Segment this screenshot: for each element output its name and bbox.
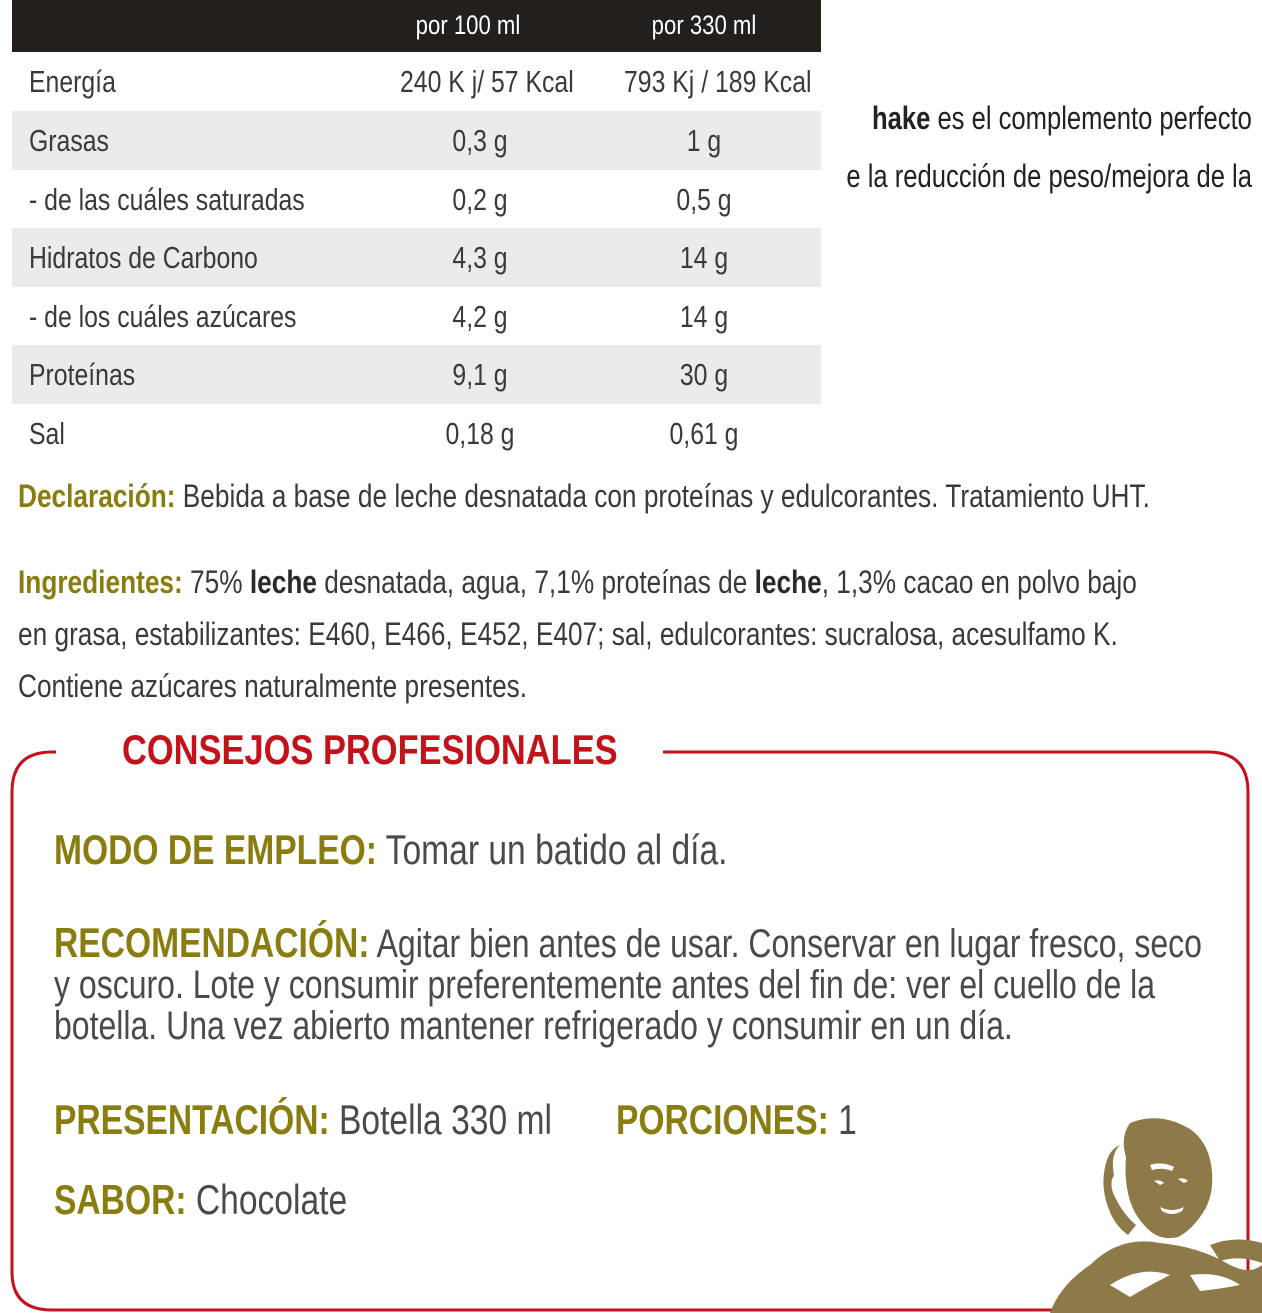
row-value-100ml: 0,3 g: [452, 123, 508, 158]
row-value-330ml: 793 Kj / 189 Kcal: [624, 64, 812, 99]
porciones: [616, 1096, 857, 1144]
sabor: [54, 1176, 347, 1224]
row-value-330ml: 1 g: [686, 123, 722, 158]
modo-empleo-text: Tomar un batido al día.: [376, 826, 728, 873]
row-label: Energía: [29, 64, 116, 99]
row-label: - de las cuáles saturadas: [29, 182, 305, 217]
row-value-100ml: 240 K j/ 57 Kcal: [400, 64, 574, 99]
row-value-100ml: 4,3 g: [452, 240, 508, 275]
ingredients: Ingredientes: 75% leche desnatada, agua, 7,1% proteínas de leche, 1,3% cacao en polvo bajo en grasa, estabilizantes: E460, E466, E452, E407; sal, edulcorantes: sucralosa, acesulfamo K. Contiene azúcares naturalmente presentes.: [18, 564, 1137, 704]
presentacion: [54, 1096, 552, 1144]
ingredients-label: Ingredientes:: [18, 564, 183, 600]
ingredients-line-2: en grasa, estabilizantes: E460, E466, E452, E407; sal, edulcorantes: sucralosa, acesulfamo K.: [18, 616, 1118, 652]
description-line-1: hake es el complemento perfecto: [872, 100, 1252, 136]
row-value-330ml: 0,61 g: [669, 416, 739, 451]
recomendacion-label: RECOMENDACIÓN:: [54, 919, 370, 966]
presentacion-text: Botella 330 ml: [329, 1096, 552, 1143]
row-value-100ml: 9,1 g: [452, 357, 508, 392]
porciones-label: PORCIONES:: [616, 1096, 829, 1143]
ingredients-line-3: Contiene azúcares naturalmente presentes.: [18, 668, 528, 704]
row-value-100ml: 4,2 g: [452, 299, 508, 334]
mascot-icon: [1050, 1115, 1262, 1313]
recomendacion: RECOMENDACIÓN: Agitar bien antes de usar. Conservar en lugar fresco, seco y oscuro. Lote y consumir preferentemente antes del fin de: ver el cuello de la botella. Una vez abierto mantener refrigerado y consumir en un día.: [54, 919, 1202, 1048]
row-value-100ml: 0,2 g: [452, 182, 508, 217]
row-label: - de los cuáles azúcares: [29, 299, 297, 334]
sabor-label: SABOR:: [54, 1176, 187, 1223]
porciones-text: 1: [828, 1096, 857, 1143]
modo-empleo: [54, 826, 727, 874]
row-label: Proteínas: [29, 357, 136, 392]
col-header-330ml: por 330 ml: [651, 10, 757, 40]
row-value-330ml: 14 g: [679, 299, 729, 334]
row-value-330ml: 30 g: [679, 357, 729, 392]
description-line-2: e la reducción de peso/mejora de la: [846, 158, 1252, 194]
sabor-text: Chocolate: [186, 1176, 348, 1223]
row-value-100ml: 0,18 g: [445, 416, 515, 451]
modo-empleo-label: MODO DE EMPLEO:: [54, 826, 377, 873]
row-value-330ml: 14 g: [679, 240, 729, 275]
declaration-label: Declaración:: [18, 478, 176, 514]
consejos-title: CONSEJOS PROFESIONALES: [122, 726, 618, 773]
col-header-100ml: por 100 ml: [415, 10, 521, 40]
row-label: Grasas: [29, 123, 109, 158]
presentacion-label: PRESENTACIÓN:: [54, 1096, 330, 1143]
row-value-330ml: 0,5 g: [676, 182, 732, 217]
row-label: Hidratos de Carbono: [29, 240, 258, 275]
row-label: Sal: [29, 416, 65, 451]
declaration-text: Bebida a base de leche desnatada con proteínas y edulcorantes. Tratamiento UHT.: [175, 478, 1150, 514]
